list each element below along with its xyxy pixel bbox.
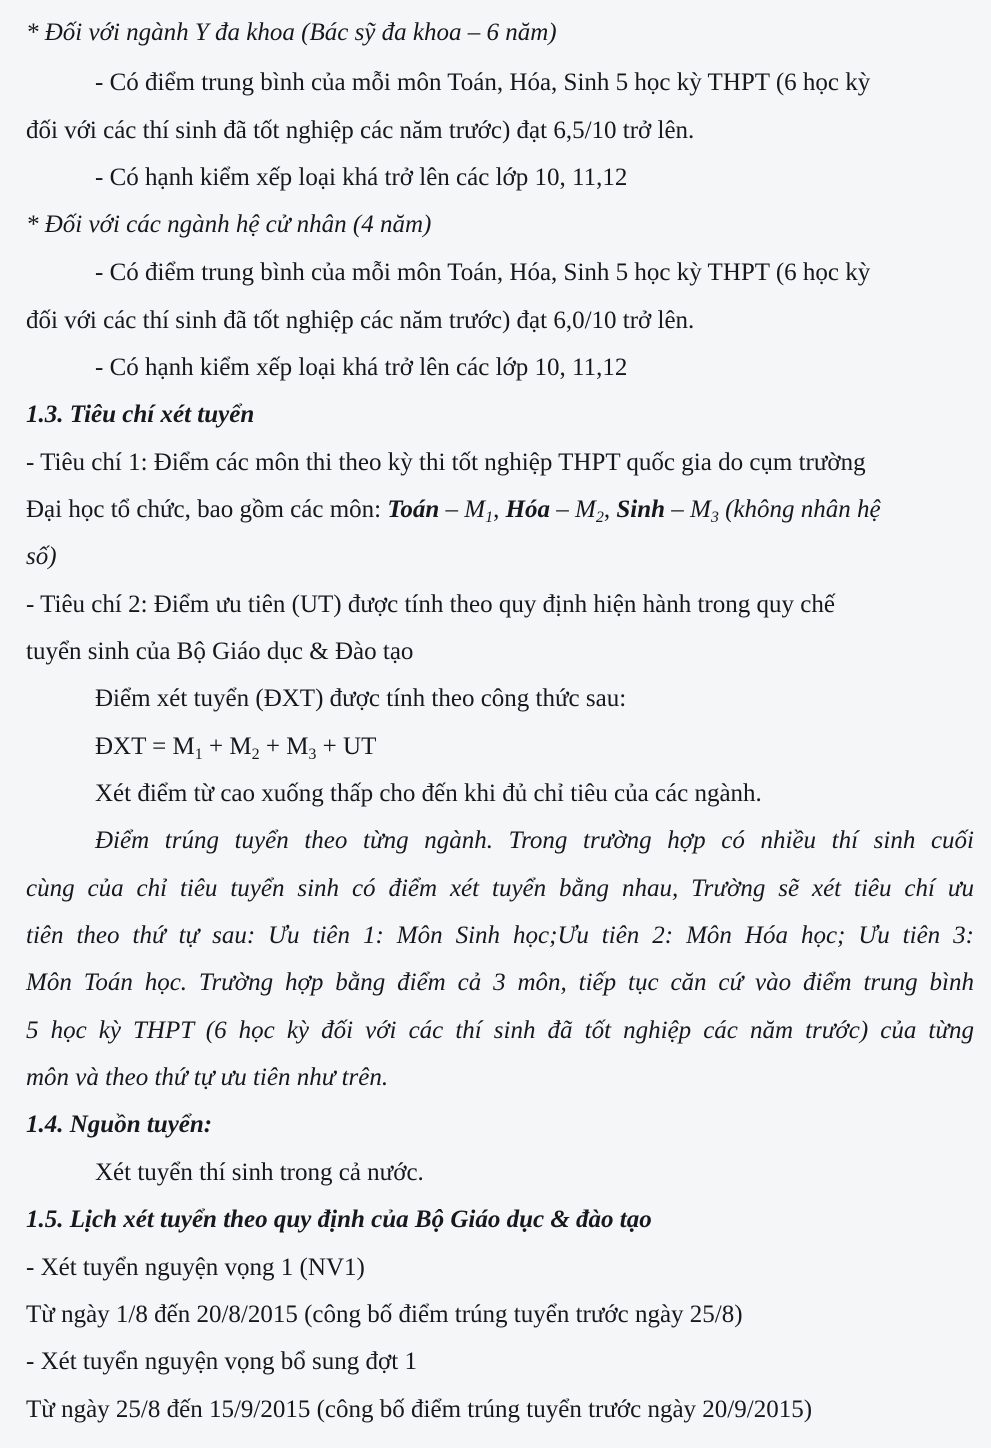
tiebreak-line: Điểm trúng tuyển theo từng ngành. Trong trường hợp có nhiều thí sinh cuối bbox=[95, 827, 974, 854]
cu-nhan-heading: * Đối với các ngành hệ cử nhân (4 năm) bbox=[26, 211, 432, 238]
supplementary-dates: Từ ngày 25/8 đến 15/9/2015 (công bố điểm trúng tuyển trước ngày 20/9/2015) bbox=[26, 1396, 813, 1423]
formula-intro: Điểm xét tuyển (ĐXT) được tính theo công thức sau: bbox=[95, 685, 627, 712]
tiebreak-line: 5 học kỳ THPT (6 học kỳ đối với các thí sinh đã tốt nghiệp các năm trước) của từng bbox=[26, 1017, 974, 1044]
supplementary-label: - Xét tuyển nguyện vọng bổ sung đợt 1 bbox=[26, 1348, 417, 1375]
subject-hoa: Hóa bbox=[505, 496, 551, 523]
tiebreak-line: tiên theo thứ tự sau: Ưu tiên 1: Môn Sinh học;Ưu tiên 2: Môn Hóa học; Ưu tiên 3: bbox=[26, 922, 974, 949]
criterion-1-line3: số) bbox=[26, 543, 57, 570]
y-khoa-req1-line1: - Có điểm trung bình của mỗi môn Toán, Hóa, Sinh 5 học kỳ THPT (6 học kỳ bbox=[95, 69, 871, 96]
tiebreak-line: môn và theo thứ tự ưu tiên như trên. bbox=[26, 1064, 389, 1091]
subject-toan: Toán bbox=[387, 496, 440, 523]
subject-sinh: Sinh bbox=[616, 496, 666, 523]
section-1-3-heading: 1.3. Tiêu chí xét tuyển bbox=[26, 401, 255, 428]
tiebreak-line: cùng của chỉ tiêu tuyển sinh có điểm xét tuyển bằng nhau, Trường sẽ xét tiêu chí ưu bbox=[26, 875, 974, 902]
y-khoa-req2: - Có hạnh kiểm xếp loại khá trở lên các lớp 10, 11,12 bbox=[95, 164, 628, 191]
section-1-4-body: Xét tuyển thí sinh trong cả nước. bbox=[95, 1159, 424, 1186]
formula: ĐXT = $M_1 + M_2 + M_3$ + UT bbox=[95, 733, 377, 763]
y-khoa-heading: * Đối với ngành Y đa khoa (Bác sỹ đa khoa – 6 năm) bbox=[26, 19, 557, 46]
criterion-1-line1: - Tiêu chí 1: Điểm các môn thi theo kỳ thi tốt nghiệp THPT quốc gia do cụm trường bbox=[26, 449, 866, 476]
nv1-dates: Từ ngày 1/8 đến 20/8/2015 (công bố điểm trúng tuyển trước ngày 25/8) bbox=[26, 1301, 743, 1328]
criterion-2-line2: tuyển sinh của Bộ Giáo dục & Đào tạo bbox=[26, 638, 414, 665]
criterion-2-line1: - Tiêu chí 2: Điểm ưu tiên (UT) được tính theo quy định hiện hành trong quy chế bbox=[26, 591, 835, 618]
nv1-label: - Xét tuyển nguyện vọng 1 (NV1) bbox=[26, 1254, 365, 1281]
cu-nhan-req2: - Có hạnh kiểm xếp loại khá trở lên các lớp 10, 11,12 bbox=[95, 354, 628, 381]
section-1-5-heading: 1.5. Lịch xét tuyển theo quy định của Bộ Giáo dục & đào tạo bbox=[26, 1206, 652, 1233]
ranking-rule: Xét điểm từ cao xuống thấp cho đến khi đủ chỉ tiêu của các ngành. bbox=[95, 780, 762, 807]
y-khoa-req1-line2: đối với các thí sinh đã tốt nghiệp các năm trước) đạt 6,5/10 trở lên. bbox=[26, 117, 695, 144]
section-1-4-heading: 1.4. Nguồn tuyển: bbox=[26, 1111, 213, 1138]
cu-nhan-req1-line1: - Có điểm trung bình của mỗi môn Toán, Hóa, Sinh 5 học kỳ THPT (6 học kỳ bbox=[95, 259, 871, 286]
criterion-1-line2: Đại học tổ chức, bao gồm các môn: Toán – $M_1$, Hóa – $M_2$, Sinh – $M_3$ (không nhân hệ bbox=[26, 496, 881, 526]
cu-nhan-req1-line2: đối với các thí sinh đã tốt nghiệp các năm trước) đạt 6,0/10 trở lên. bbox=[26, 307, 695, 334]
tiebreak-line: Môn Toán học. Trường hợp bằng điểm cả 3 môn, tiếp tục căn cứ vào điểm trung bình bbox=[26, 969, 974, 996]
